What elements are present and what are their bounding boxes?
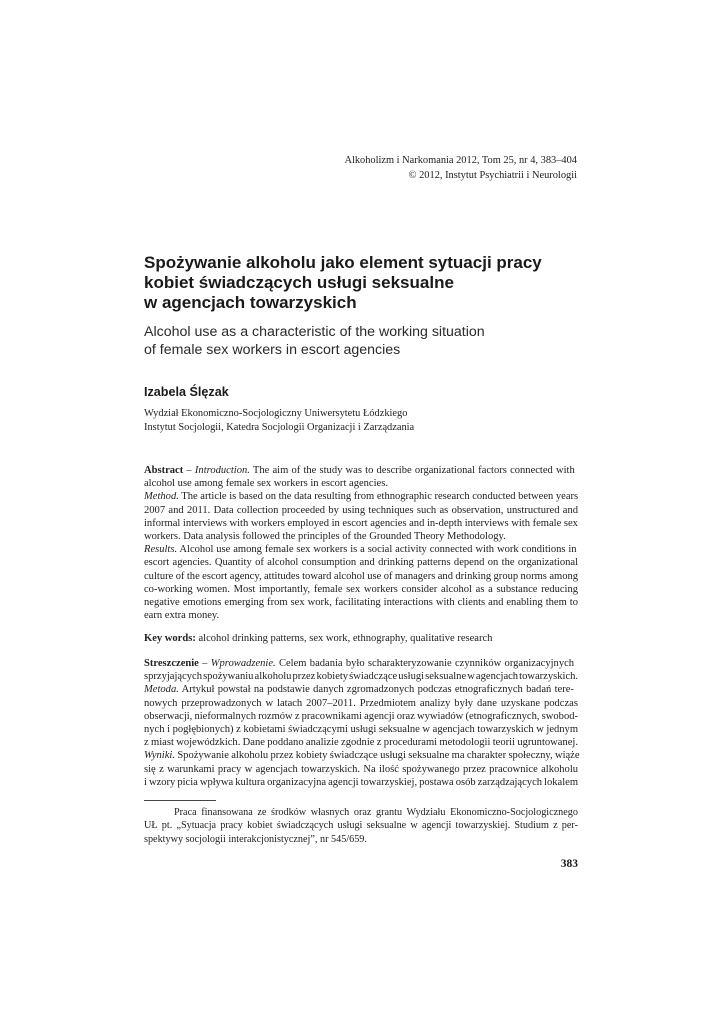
page-number: 383 bbox=[560, 858, 578, 870]
abstract-text: The article is based on the data resulting from ethnographic research conducted between years bbox=[178, 491, 579, 503]
abstract-line bbox=[144, 543, 578, 556]
author-affiliation bbox=[144, 407, 414, 436]
journal-info-line: Alkoholizm i Narkomania 2012, Tom 25, nr 4, 383–404 bbox=[344, 155, 577, 166]
streszczenie-text: Spożywanie alkoholu przez kobiety świadczące usługi seksualne ma charakter społeczny, wiąże bbox=[174, 750, 580, 762]
streszczenie-text: Celem badania było scharakteryzowanie czynników organizacyjnych bbox=[275, 658, 575, 669]
streszczenie-label: Streszczenie bbox=[144, 658, 199, 669]
copyright-line: © 2012, Instytut Psychiatrii i Neurologii bbox=[408, 169, 577, 181]
subtitle-line: of female sex workers in escort agencies bbox=[144, 342, 401, 358]
streszczenie-line: z miast wojewódzkich. Dane poddano analizie zgodnie z procedurami metodologii teorii ugruntowanej. bbox=[144, 737, 578, 749]
streszczenie-text: Artykuł powstał na podstawie danych zgromadzonych podczas etnograficznych badań tere- bbox=[178, 684, 574, 696]
abstract-line: alcohol use among female sex workers in escort agencies. bbox=[144, 478, 388, 490]
title-line: Spożywanie alkoholu jako element sytuacji pracy bbox=[144, 253, 542, 272]
streszczenie-line: nowych przeprowadzonych w latach 2007–2011. Przedmiotem analizy były dane uzyskane podczas bbox=[144, 697, 578, 709]
abstract-line: co-working women. Most importantly, female sex workers consider alcohol as a substance reducing bbox=[144, 583, 579, 595]
streszczenie-line bbox=[144, 683, 578, 696]
footnote-line: Praca finansowana ze środków własnych oraz grantu Wydziału Ekonomiczno-Socjologicznego bbox=[174, 807, 578, 818]
footnote-divider bbox=[144, 800, 216, 801]
affiliation-line: Instytut Socjologii, Katedra Socjologii Organizacji i Zarządzania bbox=[144, 422, 415, 434]
abstract-line: escort agencies. Quantity of alcohol consumption and drinking patterns depend on the organizational bbox=[144, 557, 579, 569]
abstract-line: Abstract – Introduction. The aim of the study was to describe organizational factors connected with bbox=[144, 465, 575, 476]
introduction-label: Introduction. bbox=[194, 465, 250, 476]
results-label: Results. bbox=[144, 544, 178, 556]
abstract-label: Abstract bbox=[144, 465, 184, 476]
abstract-line bbox=[144, 490, 578, 503]
streszczenie-section bbox=[144, 657, 578, 789]
subtitle-line: Alcohol use as a characteristic of the working situation bbox=[144, 324, 485, 340]
streszczenie-line bbox=[144, 749, 578, 762]
wyniki-label: Wyniki. bbox=[144, 750, 175, 762]
abstract-line: workers. Data analysis followed the principles of the Grounded Theory Methodology. bbox=[144, 531, 506, 543]
author-name: Izabela Ślęzak bbox=[144, 385, 229, 399]
article-title-english bbox=[144, 323, 485, 359]
footnote bbox=[144, 806, 578, 846]
abstract-section bbox=[144, 464, 578, 622]
metoda-label: Metoda. bbox=[144, 684, 179, 696]
abstract-text: Alcohol use among female sex workers is a social activity connected with work conditions in bbox=[177, 544, 577, 556]
wprowadzenie-label: Wprowadzenie. bbox=[210, 658, 276, 669]
keywords-text: alcohol drinking patterns, sex work, ethnography, qualitative research bbox=[195, 633, 493, 644]
streszczenie-line: Streszczenie – Wprowadzenie. Celem badania było scharakteryzowanie czynników organizacyjnych bbox=[144, 658, 575, 669]
streszczenie-line: i wzory picia wpływa kultura organizacyjna agencji towarzyskiej, postawa osób zarządzających lokalem bbox=[144, 776, 579, 788]
abstract-line: culture of the escort agency, attitudes toward alcohol use of managers and drinking group norms among bbox=[144, 570, 579, 582]
abstract-line: 2007 and 2011. Data collection proceeded by using techniques such as observation, unstructured and bbox=[144, 504, 579, 516]
affiliation-line: Wydział Ekonomiczno-Socjologiczny Uniwersytetu Łódzkiego bbox=[144, 408, 408, 419]
title-line: w agencjach towarzyskich bbox=[144, 293, 357, 312]
footnote-line: spektywy socjologii interakcjonistycznej”, nr 545/659. bbox=[144, 833, 367, 845]
article-title-polish bbox=[144, 253, 584, 313]
abstract-line: earn extra money. bbox=[144, 610, 220, 622]
abstract-line: negative emotions emerging from sex work, facilitating interactions with clients and enabling them to bbox=[144, 597, 578, 609]
keywords-label: Key words: bbox=[144, 633, 196, 644]
streszczenie-line: nych i pogłębionych) z kobietami świadczącymi usługi seksualne w agencjach towarzyskich w jednym bbox=[144, 724, 579, 736]
journal-citation bbox=[344, 154, 577, 183]
footnote-line: UŁ pt. „Sytuacja pracy kobiet świadczących usługi seksualne w agencji towarzyskiej. Studium z per- bbox=[144, 820, 578, 832]
abstract-line: informal interviews with workers employed in escort agencies and in-depth interviews with female sex bbox=[144, 517, 578, 529]
method-label: Method. bbox=[144, 491, 179, 503]
streszczenie-line: się z warunkami pracy w agencjach towarzyskich. Na ilość spożywanego przez pracownice alkoholu bbox=[144, 763, 579, 775]
streszczenie-line: sprzyjających spożywaniu alkoholu przez kobiety świadczące usługi seksualne w agencjach towarzyskich. bbox=[144, 671, 579, 683]
title-line: kobiet świadczących usługi seksualne bbox=[144, 273, 454, 292]
abstract-text: The aim of the study was to describe organizational factors connected with bbox=[249, 465, 575, 476]
keywords-section bbox=[144, 632, 578, 645]
streszczenie-line: obserwacji, nieformalnych rozmów z pracownikami agencji oraz wywiadów (etnograficznych, swobod- bbox=[144, 710, 579, 722]
